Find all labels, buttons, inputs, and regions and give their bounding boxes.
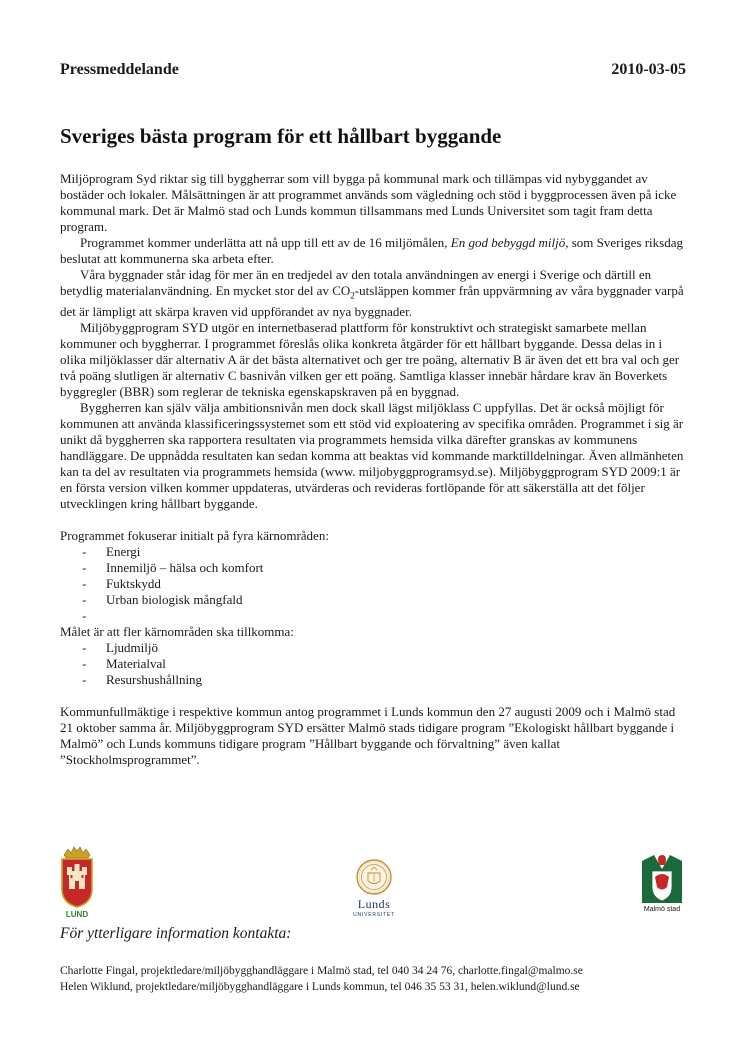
lunds-universitet-logo (348, 859, 400, 918)
paragraph-energy: Våra byggnader står idag för mer än en tredjedel av den totala användningen av energi i Sverige och därtill en betydlig materialanvändning. En mycket stor del av $CO_2$-utsläppen kommer från uppvärmning av våra byggnader varpå det är lämpligt att skärpa kraven vid uppförandet av nya byggnader. (60, 267, 684, 319)
logo-row (60, 845, 686, 925)
goal-name: En god bebyggd miljö (450, 235, 566, 250)
press-header (60, 61, 686, 79)
future-list (60, 640, 688, 688)
paragraph-intro: Miljöprogram Syd riktar sig till byggherrar som vill bygga på kommunal mark och tillämpas vid nybyggandet av bostäder och lokaler. Målsättningen är att programmet används som vägledning och stöd i byggprocessen även på icke kommunal mark. Det är Malmö stad och Lunds kommun tillsammans med Lunds Universitet som tagit fram detta program. (60, 171, 677, 234)
list-item: - Energi (82, 543, 141, 559)
list-item: - Fuktskydd (82, 575, 161, 591)
contact-line: Helen Wiklund, projektledare/miljöbygghandläggare i Lunds kommun, tel 046 35 53 31, helen.wiklund@lund.se (60, 981, 580, 993)
focus-list (60, 544, 688, 624)
lund-kommun-logo (60, 845, 94, 919)
paragraph-closing: Kommunfullmäktige i respektive kommun antog programmet i Lunds kommun den 27 augusti 2009 och i Malmö stad 21 oktober samma år. Miljöbyggprogram SYD ersätter Malmö stads tidigare program ”Ekologiskt hållbart byggande i Malmö” och Lunds kommuns tidigare program ”Hållbart byggande och förvaltning” även kallat ”Stockholmsprogrammet”. (60, 703, 676, 767)
document-body (60, 171, 688, 768)
future-intro: Målet är att fler kärnområden ska tillkomma: (60, 623, 294, 639)
paragraph-goals: Programmet kommer underlätta att nå upp till ett av de 16 miljömålen, En god bebyggd miljö, som Sveriges riksdag beslutat att kommunerna ska arbeta efter. (60, 235, 683, 266)
list-item: - (82, 607, 87, 623)
malmo-logo-caption: Malmö stad (643, 906, 681, 913)
university-subtitle: UNIVERSITET (353, 912, 395, 918)
co2-subscript: 2 (350, 290, 355, 301)
focus-intro: Programmet fokuserar initialt på fyra kärnområden: (60, 527, 329, 543)
lund-logo-caption: LUND (65, 910, 89, 919)
list-item: - Ljudmiljö (82, 639, 158, 655)
list-item: - Resurshushållning (82, 671, 203, 687)
document-date: 2010-03-05 (611, 61, 686, 78)
malmo-stad-logo (636, 851, 688, 913)
contact-list (60, 963, 700, 995)
list-item: - Urban biologisk mångfald (82, 591, 243, 607)
document-type-label: Pressmeddelande (60, 61, 179, 78)
document-title: Sveriges bästa program för ett hållbart byggande (60, 124, 502, 148)
university-seal-icon (356, 859, 392, 895)
malmo-coat-of-arms-icon (640, 851, 684, 905)
paragraph-ambition: Byggherren kan själv välja ambitionsnivån men dock skall lägst miljöklass C uppfyllas. Det är också möjligt för kommunen att använda klassificeringssystemet som ett stöd vid exploatering av specifika områden. Programmet i sig är unikt då byggherren ska rapportera resultaten via programmets hemsida vilka därefter granskas av kommunens handläggare. De uppnådda resultaten kan sedan komma att beaktas vid kommande marktilldelningar. Även allmänheten kan ta del av resultaten via programmets hemsida (www. miljobyggprogramsyd.se). Miljöbyggprogram SYD 2009:1 är en första version vilken kommer uppdateras, utvärderas och revideras fortlöpande för att säkerställa att det följer utvecklingen kring hållbart byggande. (60, 399, 684, 511)
contact-line: Charlotte Fingal, projektledare/miljöbygghandläggare i Malmö stad, tel 040 34 24 76, charlotte.fingal@malmo.se (60, 965, 583, 977)
paragraph-platform: Miljöbyggprogram SYD utgör en internetbaserad plattform för konstruktivt och strategiskt samarbete mellan kommuner och byggherrar. I programmet föreslås olika konkreta åtgärder för ett hållbart byggande. Dessa delas in i olika miljöklasser där alternativ A är det bästa alternativet och ger tre poäng, alternativ B är även det ett bra val och ger två poäng slutligen är alternativ C basnivån vilken ger ett poäng. Samtliga klasser innebär hårdare krav än Boverkets byggregler (BBR) som reglerar de tekniska egenskapskraven på en byggnad. (60, 319, 680, 399)
university-name: Lunds (357, 897, 391, 911)
contact-heading: För ytterligare information kontakta: (60, 925, 292, 942)
lund-coat-of-arms-icon (60, 845, 94, 909)
list-item: - Materialval (82, 655, 166, 671)
list-item: - Innemiljö – hälsa och komfort (82, 559, 264, 575)
